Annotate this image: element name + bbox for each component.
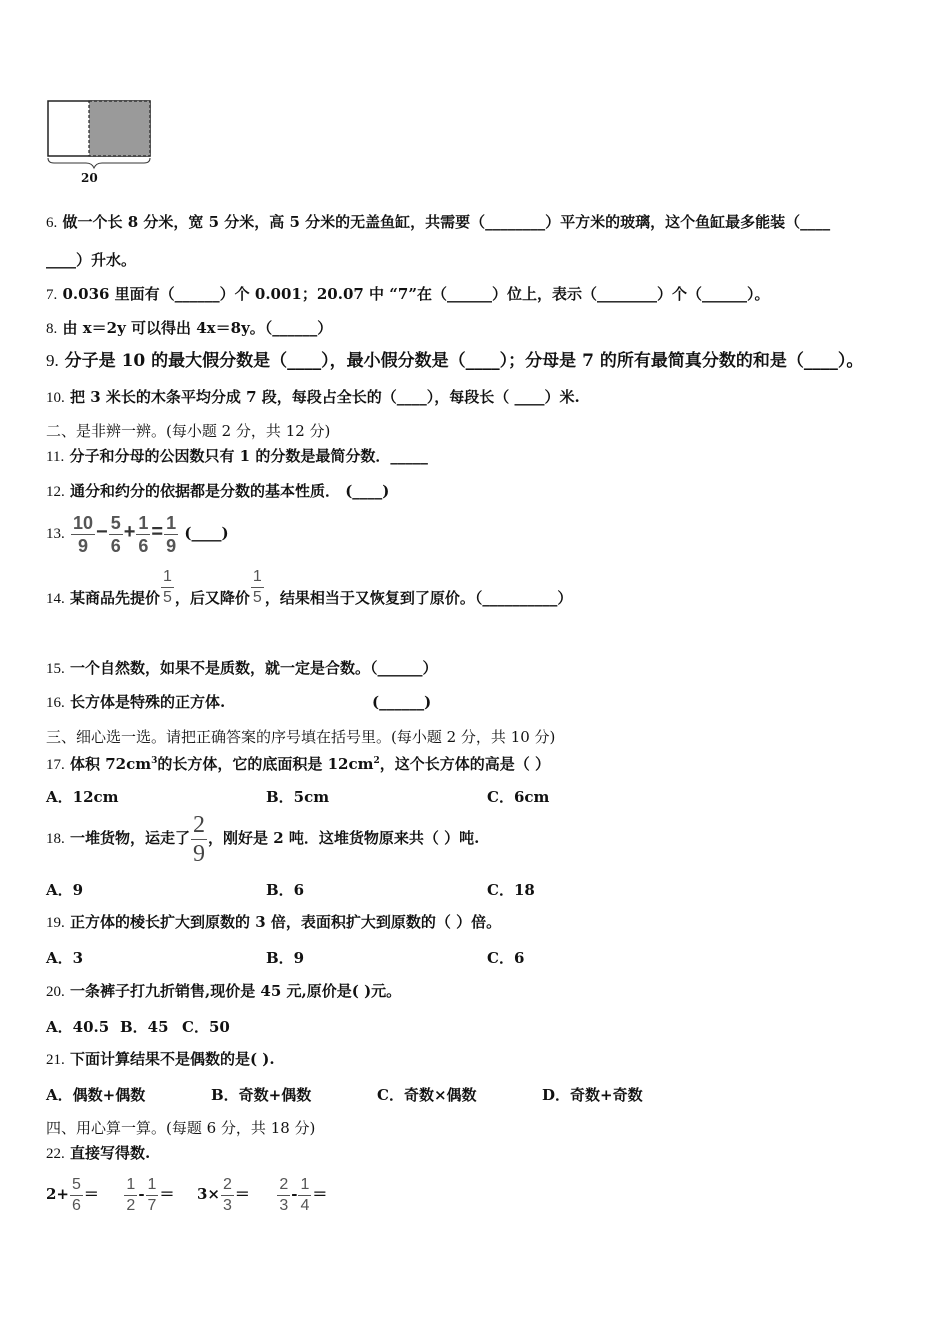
question-number: 17. [46,757,65,773]
answer-blank: (____) [184,524,229,542]
option-c[interactable]: C．18 [487,881,535,899]
fraction: $\frac{1}{5}$ [163,567,172,606]
question-13 [46,508,229,558]
question-8 [46,318,332,339]
option-b[interactable]: B．5cm [266,788,330,806]
question-number: 18. [46,831,65,847]
question-text: 把 3 米长的木条平均分成 7 段，每段占全长的（____），每段长（ ____）米. [69,388,580,406]
question-number: 12. [46,484,65,500]
question-text: ，结果相当于又恢复到了原价。（__________） [264,589,573,607]
question-7 [46,284,769,305]
fraction: $\frac{10}{9}$ [72,512,94,556]
question-text-cont: ____）升水。 [46,251,137,269]
fraction: $\frac{1}{5}$ [252,567,262,606]
fraction: $\frac{5}{6}$ [110,512,121,556]
question-text: 的长方体，它的底面积是 12cm [157,755,374,773]
question-number: 11. [46,449,65,465]
question-number: 10. [46,390,65,406]
question-text: 一个自然数，如果不是质数，就一定是合数。（______） [69,659,438,677]
fraction: $\frac{2}{3}$ [222,1175,232,1214]
superscript: 3 [151,756,158,766]
question-text: 由 x＝2y 可以得出 4x＝8y。（______） [62,319,333,337]
fraction: $\frac{5}{6}$ [72,1175,81,1214]
calc-1: 2+ $\frac{5}{6}$ ＝ [46,1175,99,1214]
option-d[interactable]: D．奇数+奇数 [542,1086,643,1104]
operator: + [123,521,136,543]
question-22 [46,1143,150,1164]
calc-3: 3× $\frac{2}{3}$ ＝ [196,1175,250,1214]
question-text: 下面计算结果不是偶数的是( ). [69,1050,275,1068]
option-a[interactable]: A．12cm [46,788,119,806]
question-text: 做一个长 8 分米，宽 5 分米，高 5 分米的无盖鱼缸，共需要（________）平方米的玻璃，这个鱼缸最多能装（____ [62,213,831,231]
question-text: ，这个长方体的高是（ ） [379,755,550,773]
question-number: 20. [46,984,65,1000]
question-number: 16. [46,695,65,711]
question-15 [46,658,438,679]
question-number: 13. [46,526,65,542]
question-21 [46,1049,275,1070]
option-c[interactable]: C．6cm [487,788,550,806]
question-number: 9. [46,351,59,370]
question-text: 一堆货物，运走了 [69,829,190,847]
question-16-blank: (______) [372,693,432,711]
option-b[interactable]: B．6 [266,881,305,899]
option-b[interactable]: B．9 [266,949,305,967]
question-number: 21. [46,1052,65,1068]
fraction: $\frac{1}{4}$ [300,1175,310,1214]
fraction: $\frac{2}{9}$ [193,811,205,867]
question-text: 一条裤子打九折销售,现价是 45 元,原价是( )元。 [69,982,402,1000]
question-text: 某商品先提价 [69,589,160,607]
question-12 [46,481,389,502]
question-text: 直接写得数. [69,1144,151,1162]
question-6 [46,212,830,233]
question-17 [46,751,550,775]
rectangle-figure [44,96,156,188]
question-20 [46,981,401,1002]
question-6-cont [46,250,136,270]
question-19 [46,912,501,933]
question-18 [46,812,479,866]
section-4-heading: 四、用心算一算。(每题 6 分，共 18 分) [46,1119,316,1137]
question-number: 8. [46,321,58,337]
operator: − [96,521,108,543]
question-text: 0.036 里面有（______）个 0.001；20.07 中 “7”在（______）位上，表示（________）个（______）。 [62,285,770,303]
question-10 [46,387,580,408]
figure-label: 20 [81,171,98,185]
question-9 [46,351,863,371]
brace [48,158,150,168]
calc-row [46,1170,327,1218]
fraction: $\frac{1}{7}$ [147,1175,157,1214]
question-14 [46,567,573,623]
option-a[interactable]: A．3 [46,949,84,967]
question-text: 体积 72cm [69,755,152,773]
question-text: 分子和分母的公因数只有 1 的分数是最简分数．_____ [69,447,428,465]
question-text: ，后又降价 [174,589,250,607]
superscript: 2 [373,756,380,766]
calc-4: $\frac{2}{3}$ - $\frac{1}{4}$ ＝ [279,1175,328,1214]
question-number: 6. [46,215,58,231]
option-c[interactable]: C．奇数×偶数 [377,1086,477,1104]
question-text: 正方体的棱长扩大到原数的 3 倍，表面积扩大到原数的（ ）倍。 [69,913,502,931]
option-a[interactable]: A．9 [46,881,84,899]
fraction: $\frac{1}{9}$ [166,512,177,556]
question-text: 长方体是特殊的正方体. [69,693,226,711]
question-11 [46,446,428,467]
operator: = [151,521,164,543]
question-number: 7. [46,287,58,303]
question-number: 15. [46,661,65,677]
option-a[interactable]: A．偶数+偶数 [46,1086,146,1104]
question-text: ，刚好是 2 吨．这堆货物原来共（ ）吨. [208,829,480,847]
fraction: $\frac{2}{3}$ [279,1175,289,1214]
calc-2: $\frac{1}{2}$ - $\frac{1}{7}$ ＝ [126,1175,175,1214]
question-number: 22. [46,1146,65,1162]
option-b[interactable]: B．奇数+偶数 [211,1086,312,1104]
fraction: $\frac{1}{2}$ [126,1175,136,1214]
option-c[interactable]: C．6 [487,949,525,967]
option-c[interactable]: C．50 [182,1018,230,1036]
option-a[interactable]: A．40.5 [46,1018,110,1036]
shaded-region [89,101,150,156]
question-number: 19. [46,915,65,931]
fraction: $\frac{1}{6}$ [138,512,149,556]
section-2-heading: 二、是非辨一辨。(每小题 2 分，共 12 分) [46,422,331,440]
question-text: 通分和约分的依据都是分数的基本性质． (____) [69,482,390,500]
option-b[interactable]: B．45 [120,1018,169,1036]
question-number: 14. [46,591,65,607]
section-3-heading: 三、细心选一选。请把正确答案的序号填在括号里。(每小题 2 分，共 10 分) [46,728,556,746]
question-text: 分子是 10 的最大假分数是（____），最小假分数是（____）；分母是 7 的所有最简真分数的和是（____）。 [64,351,864,371]
question-16 [46,692,225,713]
